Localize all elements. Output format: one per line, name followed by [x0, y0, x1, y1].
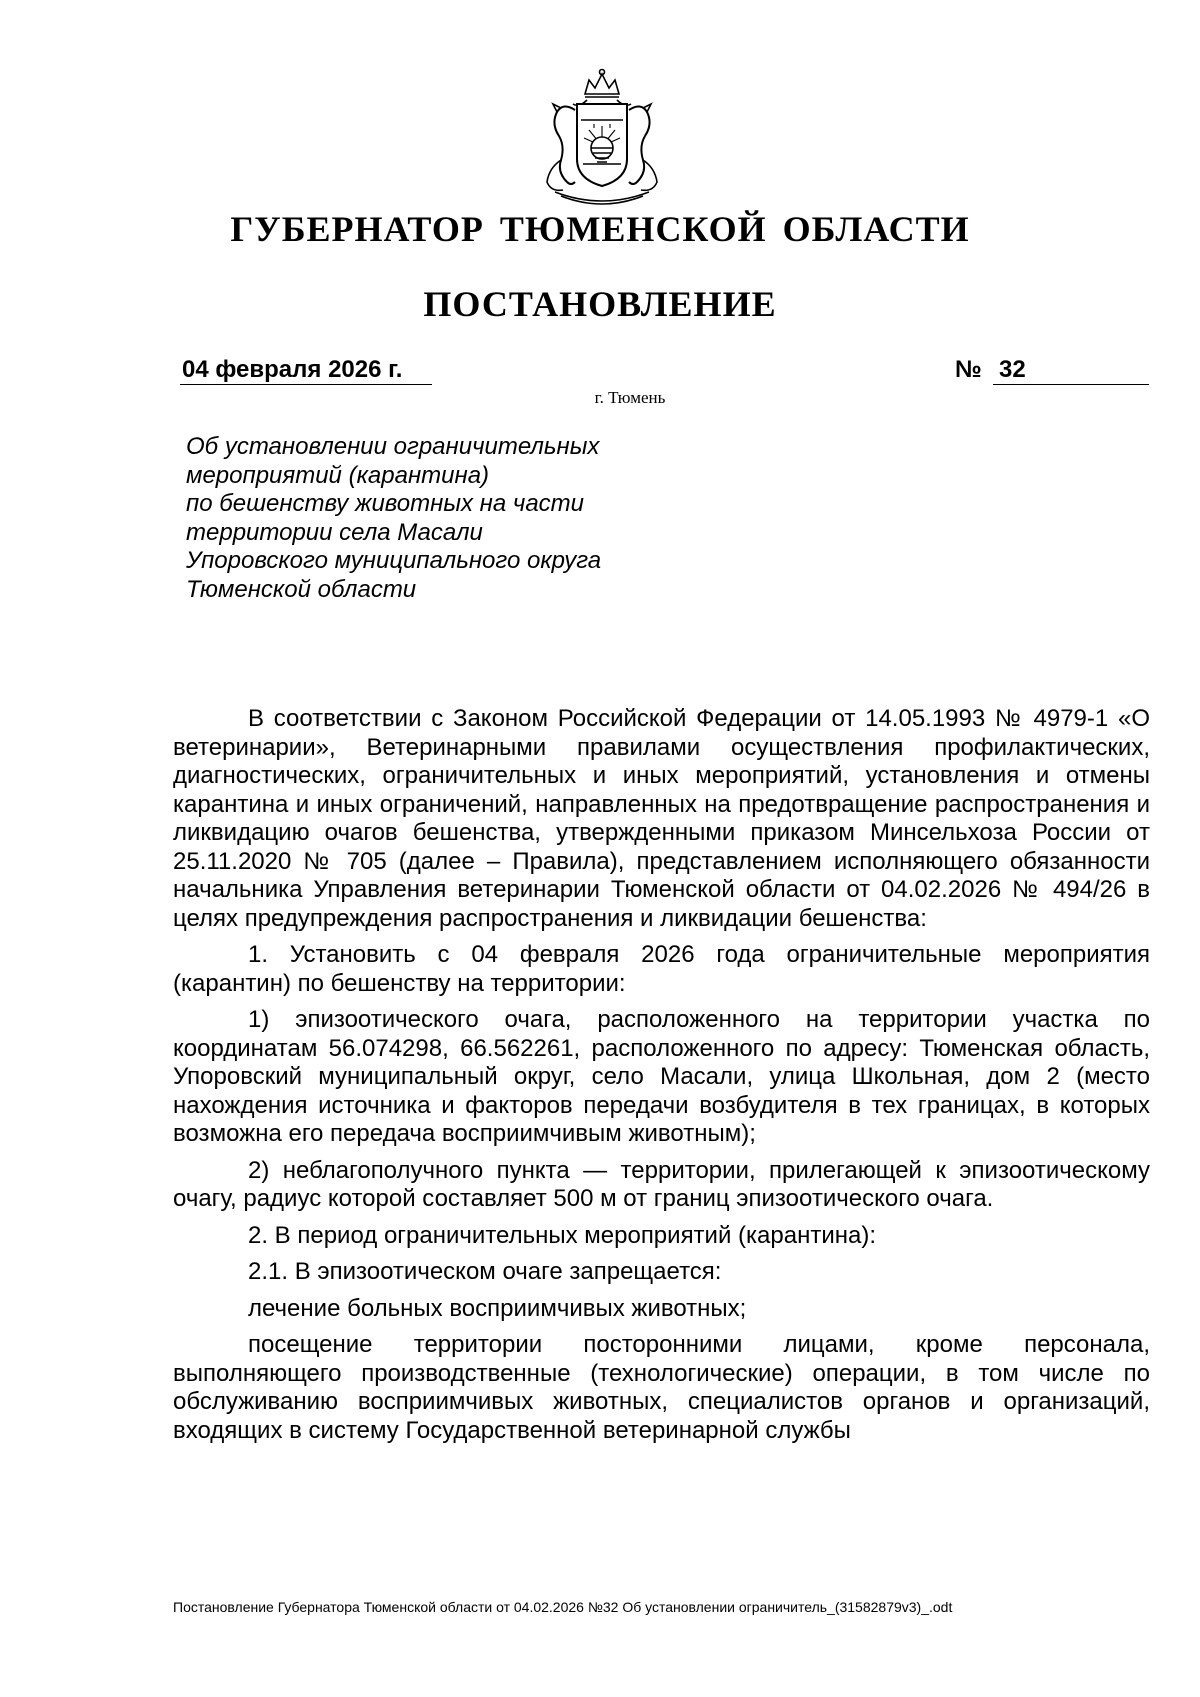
- subject-line: Упоровского муниципального округа: [186, 547, 602, 574]
- document-number-label: №: [955, 356, 982, 383]
- file-footer: Постановление Губернатора Тюменской области от 04.02.2026 №32 Об установлении ограничитель_(31582879v3)_.odt: [173, 1599, 953, 1615]
- subject-line: по бешенству животных на части: [186, 490, 585, 517]
- subject-line: Об установлении ограничительных: [186, 433, 600, 460]
- document-subject: [186, 433, 706, 604]
- clause-paragraph: 1) эпизоотического очага, расположенного на территории участка по координатам 56.074298, 66.562261, расположенного по адресу: Тюменская область, Упоровский муниципальный округ, село Масали, улица Школьная, дом 2 (место нахождения источника и факторов передачи возбудителя в тех границах, в которых возможна его передача восприимчивым животным);: [173, 1006, 1150, 1147]
- clause-paragraph: 2.1. В эпизоотическом очаге запрещается:: [248, 1258, 722, 1285]
- issuing-authority-title: ГУБЕРНАТОР ТЮМЕНСКОЙ ОБЛАСТИ: [230, 209, 970, 249]
- document-date: 04 февраля 2026 г.: [180, 356, 432, 385]
- document-body: [173, 705, 1150, 1453]
- document-number: 32: [993, 356, 1149, 385]
- clause-paragraph: лечение больных восприимчивых животных;: [248, 1294, 747, 1322]
- subject-line: мероприятий (карантина): [186, 461, 490, 489]
- document-type-title: ПОСТАНОВЛЕНИЕ: [423, 284, 777, 324]
- preamble-paragraph: В соответствии с Законом Российской Федерации от 14.05.1993 № 4979-1 «О ветеринарии», Ветеринарными правилами осуществления профилактических, диагностических, ограничительных и иных мероприятий, установления и отмены карантина и иных ограничений, направленных на предотвращение распространения и ликвидацию очагов бешенства, утвержденными приказом Минсельхоза России от 25.11.2020 № 705 (далее – Правила), представлением исполняющего обязанности начальника Управления ветеринарии Тюменской области от 04.02.2026 № 494/26 в целях предупреждения распространения и ликвидации бешенства:: [173, 705, 1150, 932]
- subject-line: Тюменской области: [186, 575, 417, 603]
- clause-paragraph: 2. В период ограничительных мероприятий (карантина):: [248, 1221, 877, 1249]
- subject-line: территории села Масали: [186, 518, 483, 546]
- clause-paragraph: 1. Установить с 04 февраля 2026 года ограничительные мероприятия (карантин) по бешенству на территории:: [173, 941, 1150, 997]
- clause-paragraph: 2) неблагополучного пункта — территории, прилегающей к эпизоотическому очагу, радиус которой составляет 500 м от границ эпизоотического очага.: [173, 1156, 1150, 1212]
- document-city: г. Тюмень: [594, 388, 666, 407]
- coat-of-arms-emblem: [527, 64, 677, 214]
- clause-paragraph: посещение территории посторонними лицами, кроме персонала, выполняющего производственные (технологические) операции, в том числе по обслуживанию восприимчивых животных, специалистов органов и организаций, входящих в систему Государственной ветеринарной службы: [173, 1331, 1150, 1444]
